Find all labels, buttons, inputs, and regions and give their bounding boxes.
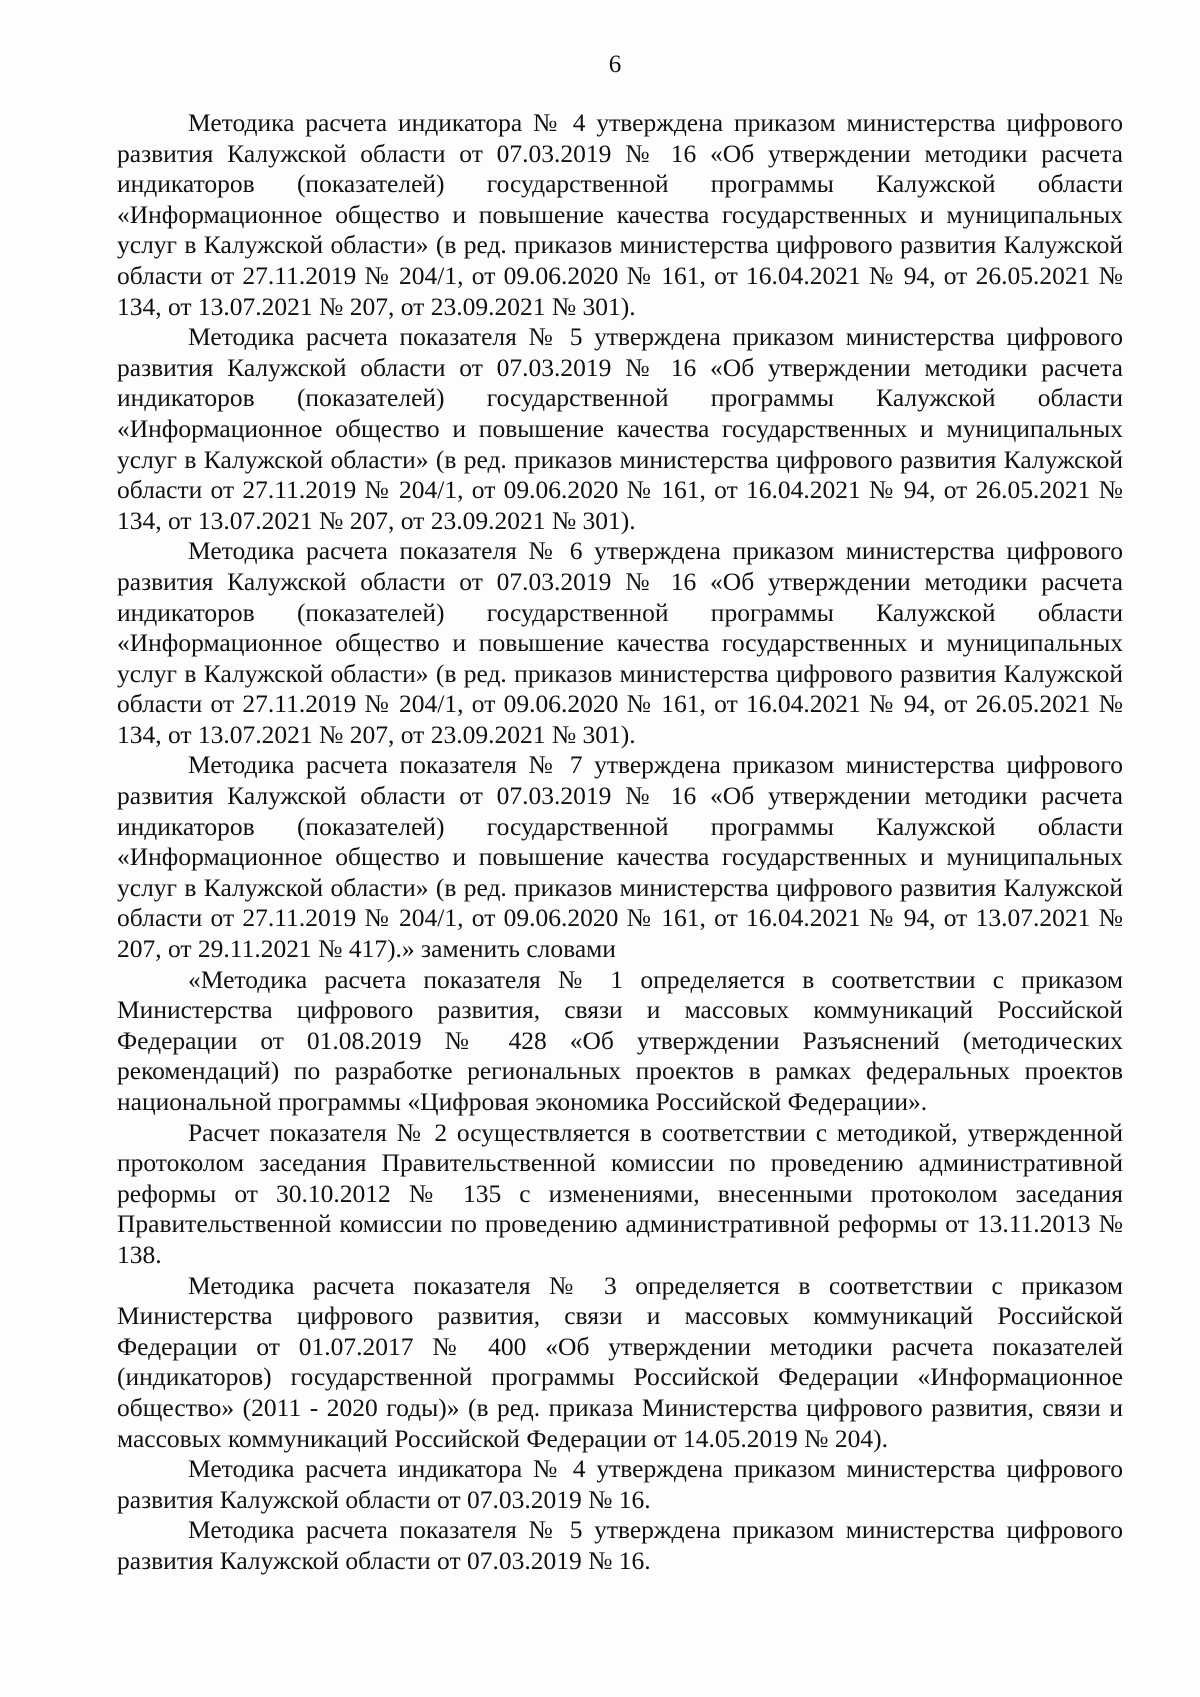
- page-number: 6: [608, 51, 622, 78]
- paragraph-indicator-6-old: Методика расчета показателя № 6 утверждена приказом министерства цифрового развития Калужской области от 07.03.2019 № 16 «Об утверждении методики расчета индикаторов (показателей) государственной программы Калужской области «Информационное общество и повышение качества государственных и муниципальных услуг в Калужской области» (в ред. приказов министерства цифрового развития Калужской области от 27.11.2019 № 204/1, от 09.06.2020 № 161, от 16.04.2021 № 94, от 26.05.2021 № 134, от 13.07.2021 № 207, от 23.09.2021 № 301).: [117, 536, 1123, 749]
- document-body: [117, 108, 1123, 1577]
- paragraph-indicator-3-new: Методика расчета показателя № 3 определяется в соответствии с приказом Министерства цифрового развития, связи и массовых коммуникаций Российской Федерации от 01.07.2017 № 400 «Об утверждении методики расчета показателей (индикаторов) государственной программы Российской Федерации «Информационное общество» (2011 - 2020 годы)» (в ред. приказа Министерства цифрового развития, связи и массовых коммуникаций Российской Федерации от 14.05.2019 № 204).: [117, 1270, 1123, 1453]
- paragraph-indicator-2-new: Расчет показателя № 2 осуществляется в соответствии с методикой, утвержденной протоколом заседания Правительственной комиссии по проведению административной реформы от 30.10.2012 № 135 с изменениями, внесенными протоколом заседания Правительственной комиссии по проведению административной реформы от 13.11.2013 № 138.: [117, 1117, 1123, 1269]
- paragraph-indicator-4-new: Методика расчета индикатора № 4 утверждена приказом министерства цифрового развития Калужской области от 07.03.2019 № 16.: [117, 1454, 1123, 1514]
- paragraph-indicator-1-new: «Методика расчета показателя № 1 определяется в соответствии с приказом Министерства цифрового развития, связи и массовых коммуникаций Российской Федерации от 01.08.2019 № 428 «Об утверждении Разъяснений (методических рекомендаций) по разработке региональных проектов в рамках федеральных проектов национальной программы «Цифровая экономика Российской Федерации».: [117, 964, 1123, 1116]
- paragraph-indicator-7-old: Методика расчета показателя № 7 утверждена приказом министерства цифрового развития Калужской области от 07.03.2019 № 16 «Об утверждении методики расчета индикаторов (показателей) государственной программы Калужской области «Информационное общество и повышение качества государственных и муниципальных услуг в Калужской области» (в ред. приказов министерства цифрового развития Калужской области от 27.11.2019 № 204/1, от 09.06.2020 № 161, от 16.04.2021 № 94, от 13.07.2021 № 207, от 29.11.2021 № 417).» заменить словами: [117, 750, 1123, 964]
- paragraph-indicator-4-old: Методика расчета индикатора № 4 утверждена приказом министерства цифрового развития Калужской области от 07.03.2019 № 16 «Об утверждении методики расчета индикаторов (показателей) государственной программы Калужской области «Информационное общество и повышение качества государственных и муниципальных услуг в Калужской области» (в ред. приказов министерства цифрового развития Калужской области от 27.11.2019 № 204/1, от 09.06.2020 № 161, от 16.04.2021 № 94, от 26.05.2021 № 134, от 13.07.2021 № 207, от 23.09.2021 № 301).: [117, 108, 1123, 321]
- paragraph-indicator-5-old: Методика расчета показателя № 5 утверждена приказом министерства цифрового развития Калужской области от 07.03.2019 № 16 «Об утверждении методики расчета индикаторов (показателей) государственной программы Калужской области «Информационное общество и повышение качества государственных и муниципальных услуг в Калужской области» (в ред. приказов министерства цифрового развития Калужской области от 27.11.2019 № 204/1, от 09.06.2020 № 161, от 16.04.2021 № 94, от 26.05.2021 № 134, от 13.07.2021 № 207, от 23.09.2021 № 301).: [117, 322, 1123, 535]
- paragraph-indicator-5-new: Методика расчета показателя № 5 утверждена приказом министерства цифрового развития Калужской области от 07.03.2019 № 16.: [117, 1515, 1123, 1575]
